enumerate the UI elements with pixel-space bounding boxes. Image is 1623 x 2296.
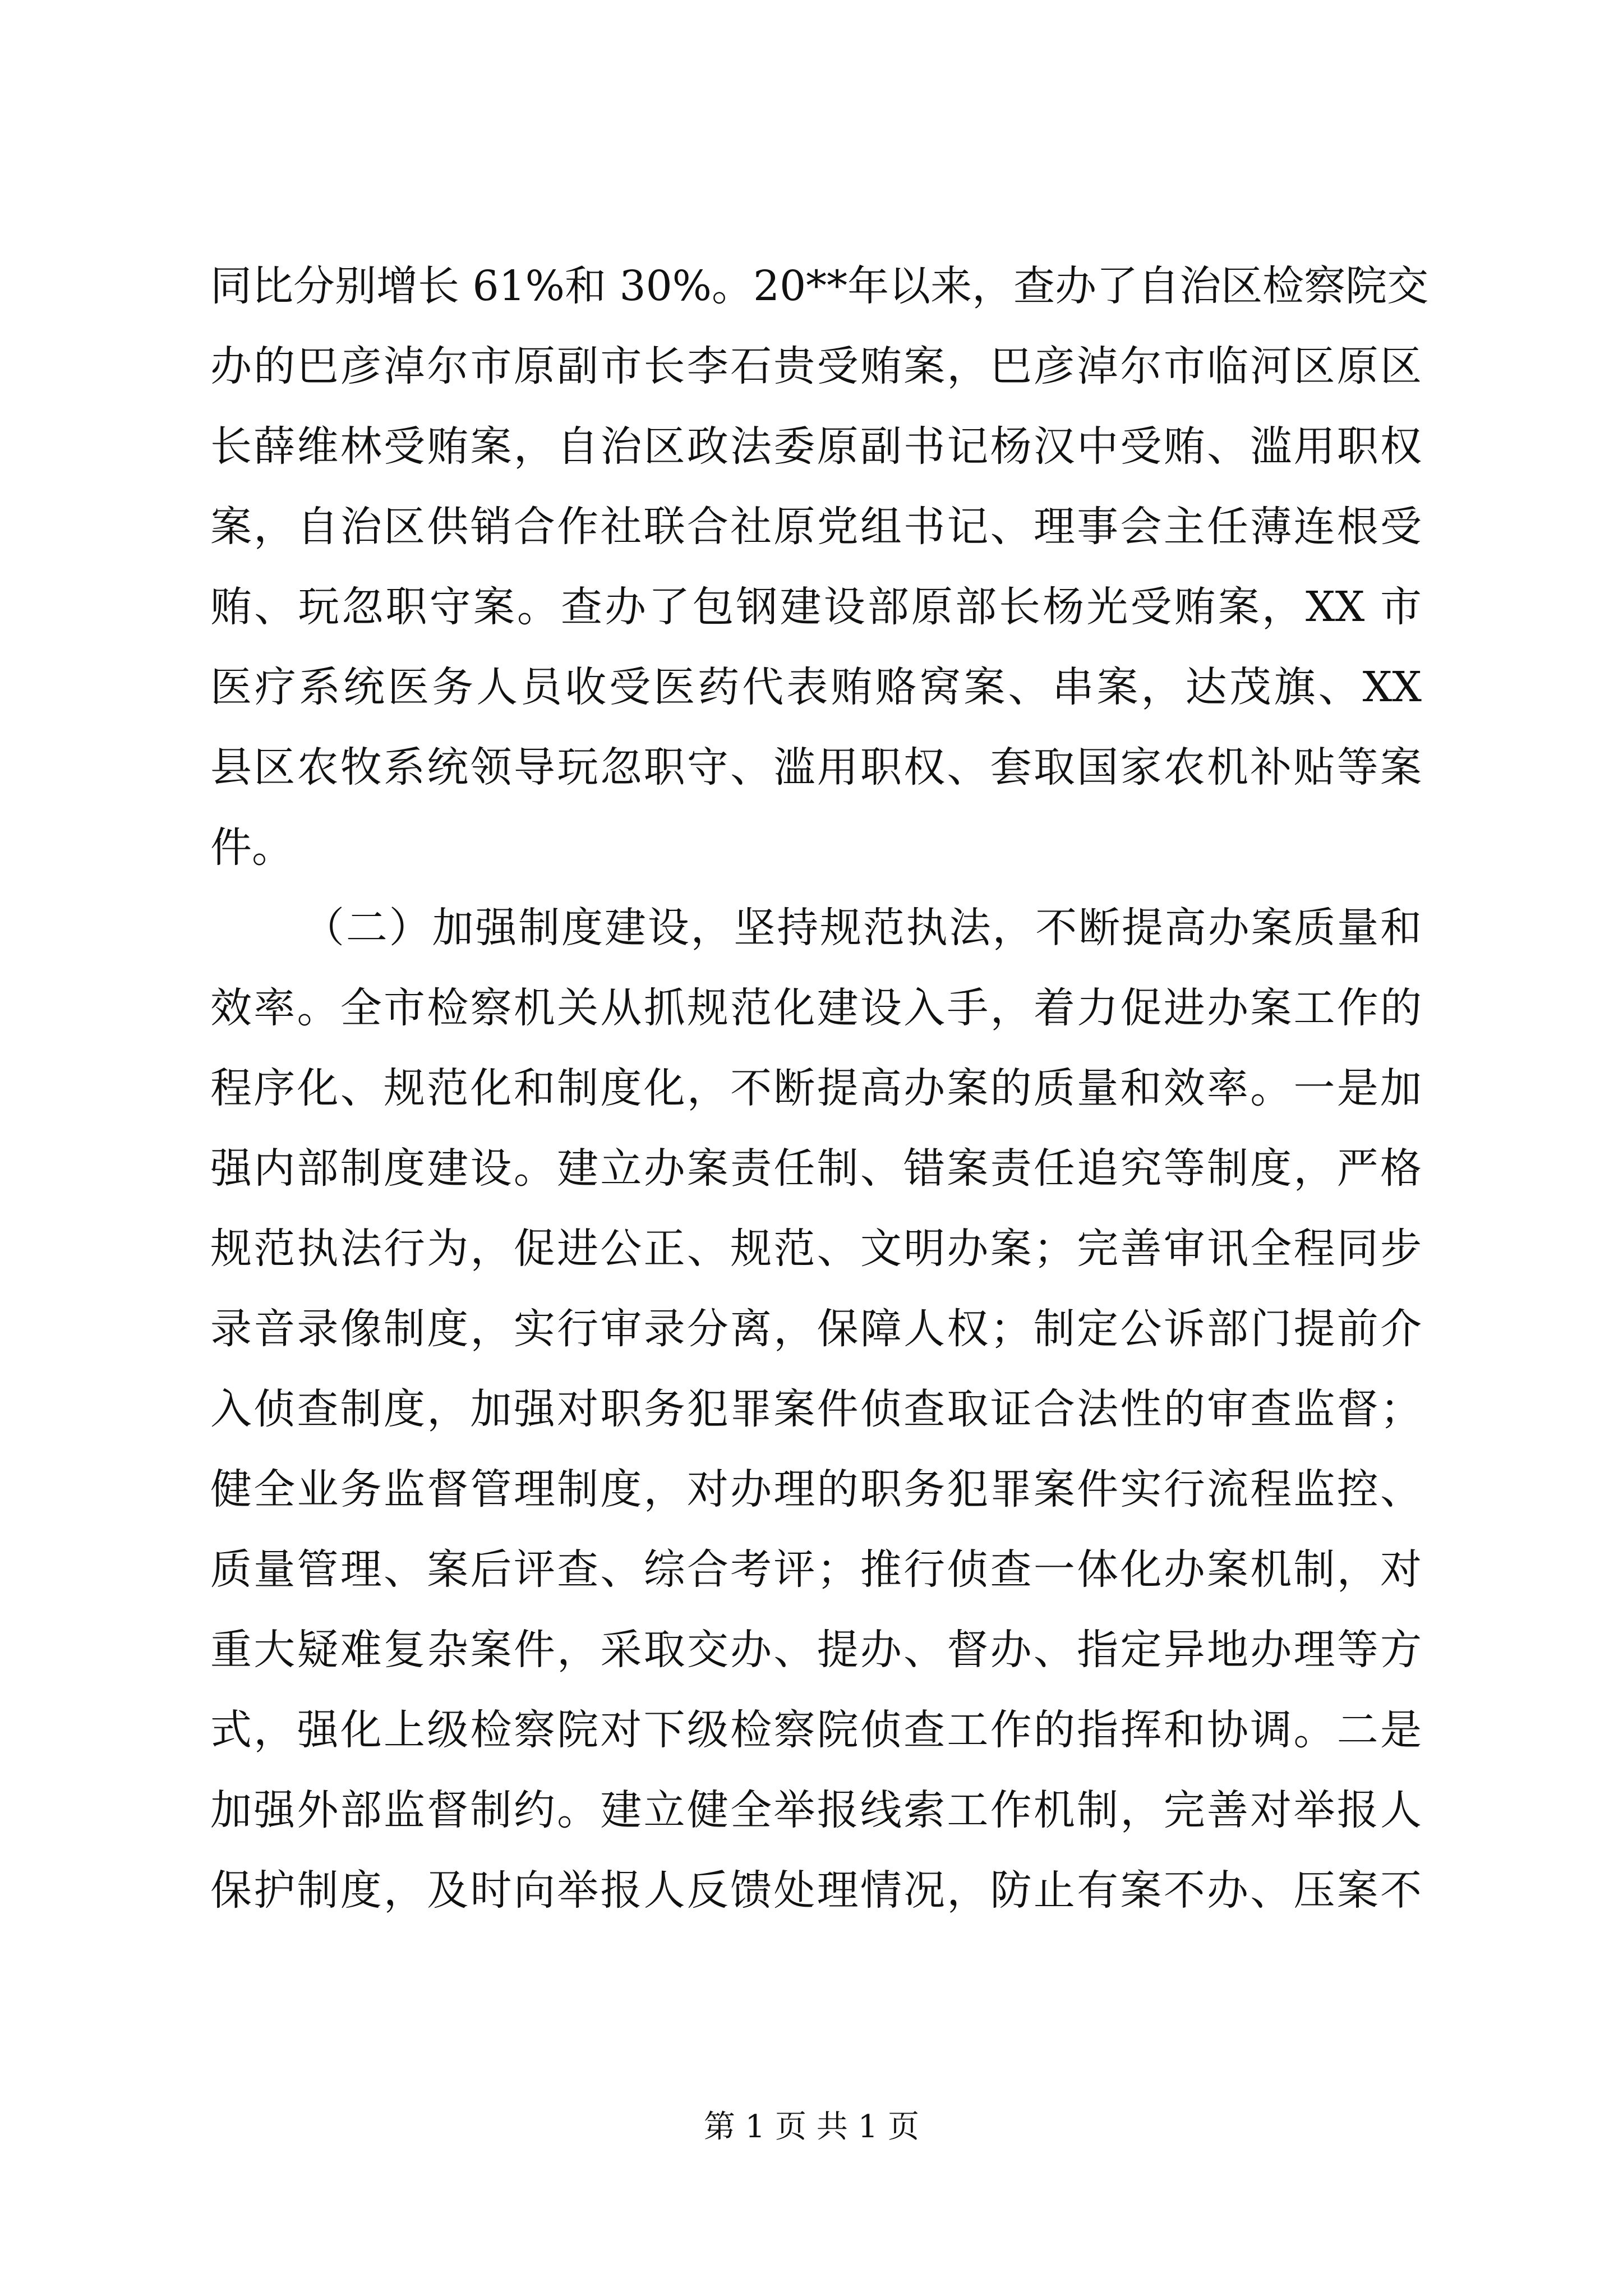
- paragraph-2-line-10: 重大疑难复杂案件，采取交办、提办、督办、指定异地办理等方: [210, 1626, 1422, 1674]
- paragraph-2-line-6: 录音录像制度，实行审录分离，保障人权；制定公诉部门提前介: [210, 1305, 1422, 1353]
- paragraph-1-line-4: 案，自治区供销合作社联合社原党组书记、理事会主任薄连根受: [210, 503, 1422, 551]
- paragraph-2-line-4: 强内部制度建设。建立办案责任制、错案责任追究等制度，严格: [210, 1144, 1422, 1193]
- page-number-footer: 第 1 页 共 1 页: [703, 2109, 920, 2145]
- paragraph-1-line-8: 件。: [210, 823, 293, 872]
- paragraph-2-line-13: 保护制度，及时向举报人反馈处理情况，防止有案不办、压案不: [210, 1866, 1422, 1915]
- paragraph-2-line-9: 质量管理、案后评查、综合考评；推行侦查一体化办案机制，对: [210, 1545, 1422, 1594]
- paragraph-1-line-5: 贿、玩忽职守案。查办了包钢建设部原部长杨光受贿案，XX 市: [210, 583, 1422, 631]
- paragraph-2-line-12: 加强外部监督制约。建立健全举报线索工作机制，完善对举报人: [210, 1786, 1422, 1834]
- paragraph-1-line-3: 长薛维林受贿案，自治区政法委原副书记杨汉中受贿、滥用职权: [210, 422, 1422, 471]
- paragraph-1-line-6: 医疗系统医务人员收受医药代表贿赂窝案、串案，达茂旗、XX: [210, 663, 1422, 711]
- paragraph-1-line-2: 办的巴彦淖尔市原副市长李石贵受贿案，巴彦淖尔市临河区原区: [210, 342, 1422, 390]
- paragraph-2-line-7: 入侦查制度，加强对职务犯罪案件侦查取证合法性的审查监督；: [210, 1385, 1422, 1433]
- paragraph-2-line-1: （二）加强制度建设，坚持规范执法，不断提高办案质量和: [303, 904, 1422, 952]
- paragraph-2-line-3: 程序化、规范化和制度化，不断提高办案的质量和效率。一是加: [210, 1064, 1422, 1112]
- paragraph-1-line-7: 县区农牧系统领导玩忽职守、滥用职权、套取国家农机补贴等案: [210, 743, 1422, 792]
- paragraph-2-line-11: 式，强化上级检察院对下级检察院侦查工作的指挥和协调。二是: [210, 1706, 1422, 1754]
- paragraph-2-line-2: 效率。全市检察机关从抓规范化建设入手，着力促进办案工作的: [210, 984, 1422, 1032]
- paragraph-2-line-5: 规范执法行为，促进公正、规范、文明办案；完善审讯全程同步: [210, 1225, 1422, 1273]
- paragraph-1-line-1: 同比分别增长 61%和 30%。20**年以来，查办了自治区检察院交: [210, 262, 1429, 310]
- paragraph-2-line-8: 健全业务监督管理制度，对办理的职务犯罪案件实行流程监控、: [210, 1465, 1422, 1513]
